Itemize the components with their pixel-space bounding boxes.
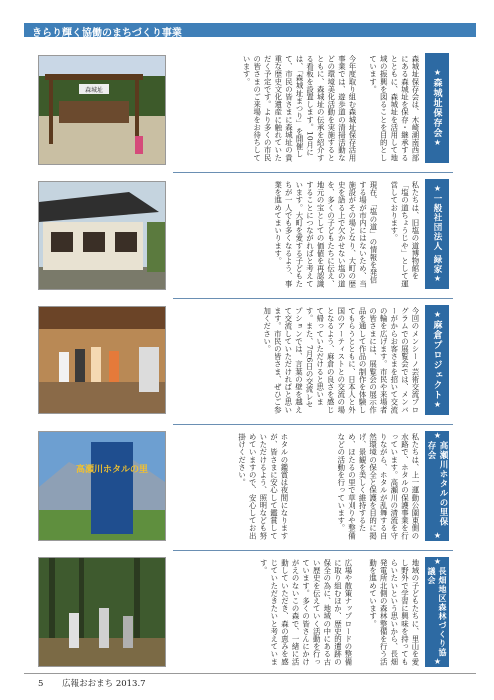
section-banner-nagahata: ★ 長畑地区森林づくり協議会 ★ <box>427 557 447 667</box>
header-bar <box>24 23 476 37</box>
section-text-left: 今年度取り組む森城址保存活用事業では、遊歩道の清掃活動などの環境美化活動を実施するとともに、森城址の伝承を紹介する看板を設置します。10月には、「森城址まつり」を開催して、市民の皆さまに森城址の貴重な歴史文化遺産に触れていただく予定です。より多くの市民の皆さまのご来場をお待ちしています。 <box>242 55 357 162</box>
section-divider <box>173 424 453 425</box>
section-text-right: 私たちは、旧塩の道博物館を「塩の道ちょうじや」として運営しております。 <box>389 181 420 288</box>
header-title: きらり輝く協働のまちづくり事業 <box>32 28 182 39</box>
section-divider <box>173 172 453 173</box>
section-divider <box>173 550 453 551</box>
photo-firefly-sign-text: 高瀬川ホタルの里 <box>75 465 149 475</box>
section-divider <box>173 298 453 299</box>
section-banner-firefly: ★ 高瀬川ホタルの里保存会 ★ <box>426 431 448 541</box>
section-title: 長畑地区森林づくり協議会 <box>427 567 447 657</box>
section-text-right: 地域の子どもたちに、里山を愛し野外で学習に興味を持ってもらいたいという思いから、長畑発電所北側の森林整備を行う活動を進めています。 <box>368 559 420 666</box>
section-title: 森城址保存会 <box>431 78 442 138</box>
photo-sign-text: 森城址 <box>84 87 104 94</box>
photo-mori-castle <box>38 55 166 165</box>
footer <box>38 677 146 689</box>
photo-asakura-exhibition <box>38 306 166 414</box>
section-text-full: 今回のメンシーノ芸術交流プログラムでの展覧会では、メンバーがからお客さまを招いて交流の輪を広げます。市民や来場者の皆さまには、展覧会の展示作品を通して作品の制作を体験してもらうとともに、日本人と外国のアーティストとの交流の場となるよう、麻倉の良さを感じて帰っていただけると思います。また、7月6日の交流レセプションでは、言葉の壁を越えて交流していただければと思います。市民の皆さま、ぜひご参加ください。 <box>262 307 420 414</box>
publication-name: 広報おおまち 2013.7 <box>62 679 146 689</box>
section-title: 麻倉プロジェクト <box>431 320 442 400</box>
section-text-left: 広場や散策ナップロードの整備に取り組むほか、歴史的遺跡の保全の為に、地域の中にある古い歴史を伝えていく活動を行っています。多くの皆さんにかけがえのないこの森で、一緒に活動していただき、森の恵みを感じていただきたいと考えています。 <box>259 559 353 666</box>
section-text-right: 森城址保存会は、木崎湖南西部にある森城址を保存・継承するとともに、森城址を活用して地域の振興を図ることを目的としています。 <box>368 55 420 162</box>
section-text-left: ホタルの鑑賞は夜間になりますが、皆さまに安心して鑑賞していただけるよう、照明なども努めていますので、安心してお出掛けください。 <box>237 433 289 540</box>
section-title: 一般社団法人 緑家 <box>432 194 442 274</box>
section-banner-midoriya: ★ 一般社団法人 緑家 ★ <box>425 179 449 289</box>
page-number: 5 <box>38 679 44 689</box>
section-banner-mori-castle: ★ 森城址保存会 ★ <box>425 53 449 163</box>
photo-midoriya-house <box>38 181 166 290</box>
footer-divider <box>24 673 476 674</box>
section-text-right: 私たちは、上一運動公園東側の水路で、ホタルの保護事業を行っています。高瀬川の清流を守りながら、ホタルが乱舞する自然環境の保全と保護を目的に掲げ、景観を美しく維持するため、ほたるの里で草刈りや整備などの活動を行っています。 <box>336 433 420 540</box>
section-text-left: 現在、「塩の道」の情報を発信する場が市内にはないため、当施設がその場となり、大町の歴史を語る上で欠かせない塩の道を、多くの子どもたちに伝え、地元の宝としての価値を再認識することにつながればと考えています。大町を愛する子どもたちが一人でも多くなるよう、事業を進めてまいります。 <box>273 181 378 288</box>
photo-firefly-sign <box>38 431 166 541</box>
section-title: 高瀬川ホタルの里保存会 <box>426 441 448 527</box>
section-banner-asakura: ★ 麻倉プロジェクト ★ <box>425 305 449 415</box>
photo-nagahata-forest <box>38 557 166 667</box>
